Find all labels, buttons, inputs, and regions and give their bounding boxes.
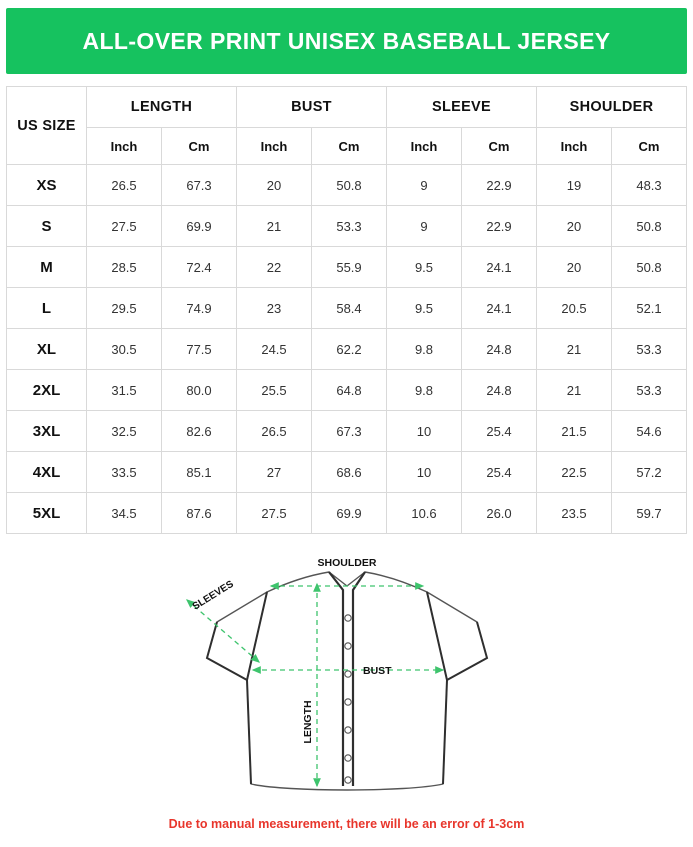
cell-length-cm: 87.6	[162, 493, 237, 534]
cell-sleeve-cm: 24.8	[462, 370, 537, 411]
cell-sleeve-cm: 26.0	[462, 493, 537, 534]
row-size-label: 3XL	[7, 411, 87, 452]
cell-sleeve-cm: 24.8	[462, 329, 537, 370]
label-shoulder: SHOULDER	[317, 557, 376, 569]
unit-shoulder-cm: Cm	[612, 128, 687, 165]
table-row	[7, 165, 687, 206]
cell-bust-inch: 27	[237, 452, 312, 493]
row-size-label: 2XL	[7, 370, 87, 411]
row-size-label: XS	[7, 165, 87, 206]
cell-shoulder-cm: 52.1	[612, 288, 687, 329]
cell-shoulder-inch: 19	[537, 165, 612, 206]
header-us-size: US SIZE	[7, 87, 87, 165]
cell-shoulder-cm: 57.2	[612, 452, 687, 493]
cell-length-inch: 30.5	[87, 329, 162, 370]
cell-bust-inch: 27.5	[237, 493, 312, 534]
cell-bust-cm: 68.6	[312, 452, 387, 493]
unit-bust-inch: Inch	[237, 128, 312, 165]
header-bust: BUST	[237, 87, 387, 128]
cell-bust-inch: 21	[237, 206, 312, 247]
cell-bust-cm: 58.4	[312, 288, 387, 329]
cell-length-cm: 80.0	[162, 370, 237, 411]
cell-shoulder-cm: 50.8	[612, 247, 687, 288]
size-table-container	[6, 86, 687, 534]
cell-sleeve-inch: 10	[387, 411, 462, 452]
cell-shoulder-cm: 48.3	[612, 165, 687, 206]
table-row	[7, 329, 687, 370]
cell-sleeve-inch: 9.8	[387, 370, 462, 411]
label-length: LENGTH	[301, 700, 314, 744]
cell-bust-cm: 62.2	[312, 329, 387, 370]
header-banner	[6, 8, 687, 74]
cell-shoulder-cm: 54.6	[612, 411, 687, 452]
cell-sleeve-inch: 9.8	[387, 329, 462, 370]
table-row	[7, 206, 687, 247]
cell-sleeve-inch: 9.5	[387, 247, 462, 288]
cell-length-cm: 67.3	[162, 165, 237, 206]
cell-bust-inch: 25.5	[237, 370, 312, 411]
cell-length-inch: 31.5	[87, 370, 162, 411]
cell-sleeve-inch: 10	[387, 452, 462, 493]
cell-length-inch: 27.5	[87, 206, 162, 247]
cell-bust-inch: 24.5	[237, 329, 312, 370]
cell-bust-cm: 53.3	[312, 206, 387, 247]
cell-shoulder-inch: 20	[537, 247, 612, 288]
page-title: ALL-OVER PRINT UNISEX BASEBALL JERSEY	[82, 27, 611, 54]
cell-length-inch: 29.5	[87, 288, 162, 329]
row-size-label: M	[7, 247, 87, 288]
table-unit-header-row	[7, 128, 687, 165]
cell-shoulder-inch: 20	[537, 206, 612, 247]
cell-bust-cm: 69.9	[312, 493, 387, 534]
jersey-diagram-svg	[147, 540, 547, 808]
table-row	[7, 493, 687, 534]
cell-shoulder-inch: 23.5	[537, 493, 612, 534]
table-group-header-row	[7, 87, 687, 128]
label-bust: BUST	[362, 665, 392, 677]
cell-bust-cm: 67.3	[312, 411, 387, 452]
measurement-note: Due to manual measurement, there will be an error of 1-3cm	[168, 817, 525, 831]
table-row	[7, 288, 687, 329]
cell-bust-cm: 64.8	[312, 370, 387, 411]
table-row	[7, 247, 687, 288]
unit-length-inch: Inch	[87, 128, 162, 165]
cell-sleeve-cm: 24.1	[462, 247, 537, 288]
cell-bust-inch: 26.5	[237, 411, 312, 452]
cell-length-cm: 74.9	[162, 288, 237, 329]
cell-length-inch: 32.5	[87, 411, 162, 452]
unit-sleeve-inch: Inch	[387, 128, 462, 165]
cell-bust-cm: 50.8	[312, 165, 387, 206]
cell-sleeve-inch: 10.6	[387, 493, 462, 534]
header-shoulder: SHOULDER	[537, 87, 687, 128]
cell-length-cm: 77.5	[162, 329, 237, 370]
cell-bust-inch: 20	[237, 165, 312, 206]
unit-sleeve-cm: Cm	[462, 128, 537, 165]
cell-bust-cm: 55.9	[312, 247, 387, 288]
cell-shoulder-inch: 21.5	[537, 411, 612, 452]
cell-sleeve-cm: 25.4	[462, 452, 537, 493]
cell-shoulder-cm: 53.3	[612, 329, 687, 370]
unit-bust-cm: Cm	[312, 128, 387, 165]
cell-sleeve-inch: 9	[387, 206, 462, 247]
header-length: LENGTH	[87, 87, 237, 128]
cell-length-inch: 26.5	[87, 165, 162, 206]
table-row	[7, 411, 687, 452]
header-sleeve: SLEEVE	[387, 87, 537, 128]
size-table	[6, 86, 687, 534]
cell-shoulder-inch: 22.5	[537, 452, 612, 493]
table-row	[7, 452, 687, 493]
size-table-body	[7, 165, 687, 534]
size-chart-page	[0, 8, 693, 847]
row-size-label: L	[7, 288, 87, 329]
cell-length-inch: 28.5	[87, 247, 162, 288]
cell-sleeve-inch: 9.5	[387, 288, 462, 329]
cell-bust-inch: 22	[237, 247, 312, 288]
cell-sleeve-cm: 24.1	[462, 288, 537, 329]
cell-shoulder-inch: 21	[537, 329, 612, 370]
cell-shoulder-cm: 50.8	[612, 206, 687, 247]
cell-shoulder-inch: 21	[537, 370, 612, 411]
cell-length-cm: 85.1	[162, 452, 237, 493]
cell-sleeve-cm: 22.9	[462, 206, 537, 247]
cell-length-inch: 33.5	[87, 452, 162, 493]
cell-length-cm: 72.4	[162, 247, 237, 288]
row-size-label: 5XL	[7, 493, 87, 534]
cell-shoulder-cm: 53.3	[612, 370, 687, 411]
table-row	[7, 370, 687, 411]
cell-shoulder-cm: 59.7	[612, 493, 687, 534]
unit-shoulder-inch: Inch	[537, 128, 612, 165]
cell-bust-inch: 23	[237, 288, 312, 329]
row-size-label: 4XL	[7, 452, 87, 493]
unit-length-cm: Cm	[162, 128, 237, 165]
cell-sleeve-cm: 25.4	[462, 411, 537, 452]
cell-length-cm: 69.9	[162, 206, 237, 247]
row-size-label: S	[7, 206, 87, 247]
label-sleeves: SLEEVES	[190, 578, 236, 613]
row-size-label: XL	[7, 329, 87, 370]
jersey-measurement-diagram	[0, 540, 693, 810]
cell-sleeve-cm: 22.9	[462, 165, 537, 206]
cell-sleeve-inch: 9	[387, 165, 462, 206]
cell-length-inch: 34.5	[87, 493, 162, 534]
cell-shoulder-inch: 20.5	[537, 288, 612, 329]
cell-length-cm: 82.6	[162, 411, 237, 452]
